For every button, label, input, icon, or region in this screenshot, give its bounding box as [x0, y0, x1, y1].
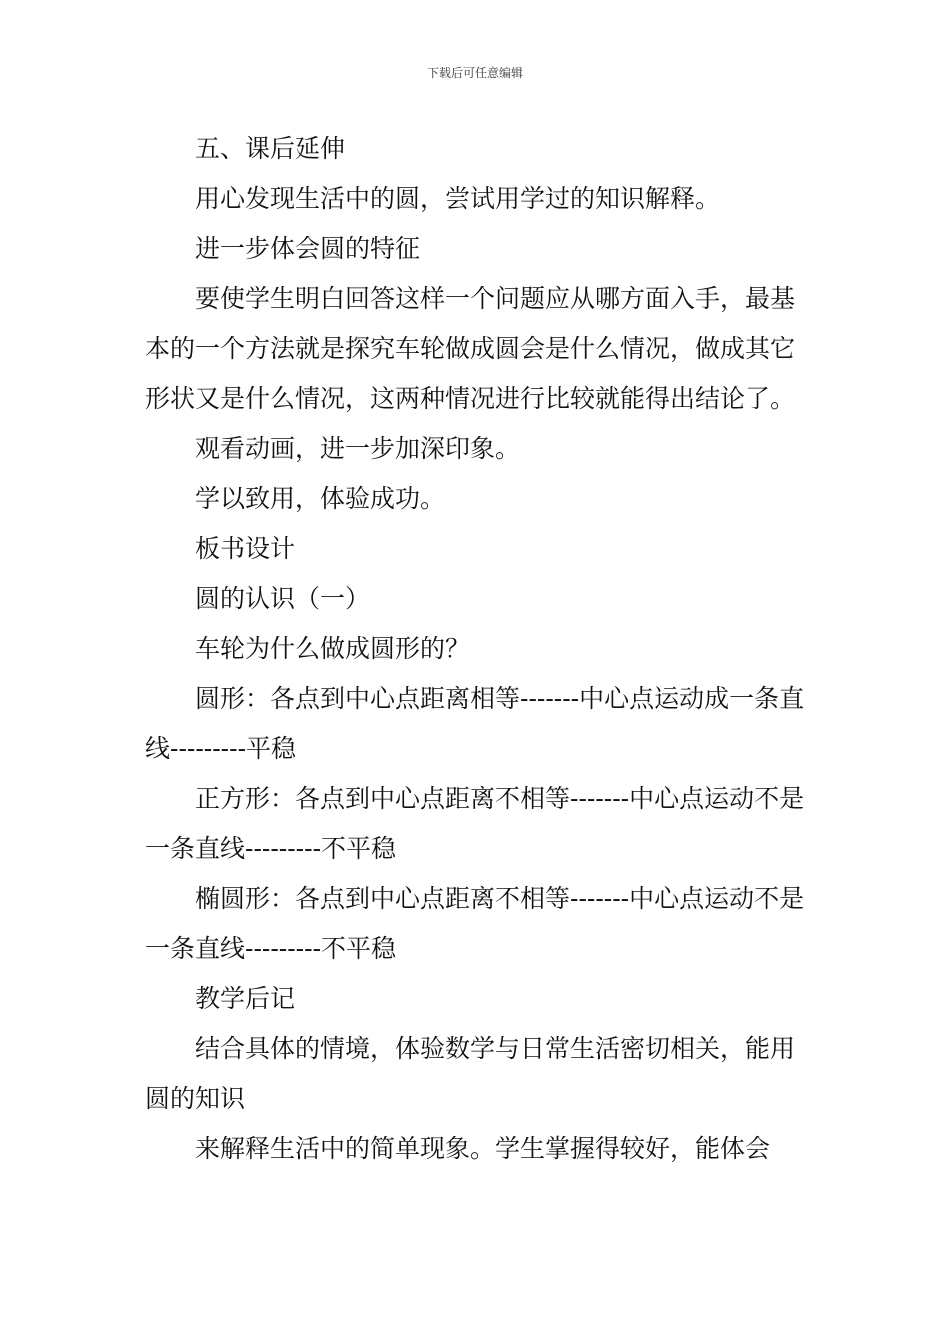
board-line-circle: 圆形：各点到中心点距离相等-------中心点运动成一条直线---------平稳: [145, 684, 805, 763]
document-body: [145, 124, 810, 1174]
board-line-ellipse: 椭圆形：各点到中心点距离不相等-------中心点运动不是一条直线---------不平稳: [145, 884, 805, 963]
paragraph: 进一步体会圆的特征: [195, 234, 421, 263]
section-heading-board-design: 板书设计: [195, 534, 296, 563]
paragraph: 要使学生明白回答这样一个问题应从哪方面入手，最基本的一个方法就是探究车轮做成圆会是什么情况，做成其它形状又是什么情况，这两种情况进行比较就能得出结论了。: [145, 284, 796, 413]
section-heading-extension: 五、课后延伸: [195, 134, 346, 163]
paragraph: 来解释生活中的简单现象。学生掌握得较好，能体会: [195, 1134, 771, 1163]
paragraph: 观看动画，进一步加深印象。: [195, 434, 521, 463]
paragraph: 学以致用，体验成功。: [195, 484, 446, 513]
board-line-square: 正方形：各点到中心点距离不相等-------中心点运动不是一条直线---------不平稳: [145, 784, 805, 863]
section-heading-teaching-notes: 教学后记: [195, 984, 296, 1013]
board-question: 车轮为什么做成圆形的？: [195, 634, 471, 663]
board-title: 圆的认识（一）: [195, 584, 371, 613]
page-header: 下载后可任意编辑: [426, 66, 523, 80]
paragraph: 结合具体的情境，体验数学与日常生活密切相关，能用圆的知识: [145, 1034, 796, 1113]
paragraph: 用心发现生活中的圆，尝试用学过的知识解释。: [195, 184, 721, 213]
